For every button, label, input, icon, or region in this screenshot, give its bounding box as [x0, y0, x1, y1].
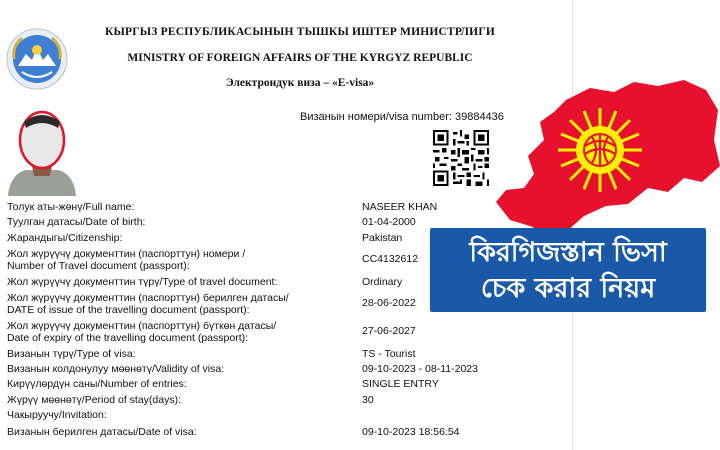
birth-date-label: Туулган датасы/Date of birth: [7, 216, 146, 228]
visa-type-label: Визанын түрү/Type of visa: [7, 348, 136, 360]
entries-value: SINGLE ENTRY [362, 378, 439, 390]
expiry-date-label-en: Date of expiry of the travelling document (passport): [7, 332, 249, 344]
evisa-title: Электрондук виза – «E-visa» [225, 77, 375, 89]
invitation-label: Чакыруучу/Invitation: [7, 409, 107, 421]
full-name-label: Толук аты-жөнү/Full name: [7, 201, 135, 213]
validity-value: 09-10-2023 - 08-11-2023 [362, 363, 478, 375]
qr-code-icon [433, 130, 489, 186]
title-banner [430, 228, 706, 312]
issue-date-label: Жол жүрүүчү документтин (паспорттун) берилген датасы/ [7, 292, 289, 304]
passport-number-label: Жол жүрүүчү документтин (паспорттун) номери / [7, 248, 246, 260]
stay-period-value: 30 [362, 394, 374, 406]
expiry-date-value: 27-06-2027 [362, 325, 416, 337]
banner-title-line2: চেক করার নিয়ম [480, 273, 656, 304]
entries-label: Кирүүлөрдүн саны/Number of entries: [7, 378, 187, 390]
citizenship-label: Жарандыгы/Citizenship: [7, 232, 123, 244]
citizenship-value: Pakistan [362, 232, 403, 244]
ministry-title-ky: КЫРГЫЗ РЕСПУБЛИКАСЫНЫН ТЫШКЫ ИШТЕР МИНИСТРЛИГИ [104, 26, 495, 38]
stay-period-label: Жүрүү мөөнөтү/Period of stay(days): [7, 394, 182, 406]
document-type-label: Жол жүрүүчү документтин түрү/Type of travel document: [7, 276, 278, 288]
applicant-photo [6, 108, 78, 196]
validity-label: Визанын колдонулуу мөөнөтү/Validity of visa: [7, 363, 225, 375]
passport-number-value: CC4132612 [362, 253, 419, 265]
full-name-value: NASEER KHAN [362, 201, 438, 213]
passport-number-label-en: Number of Travel document (passport): [7, 260, 190, 272]
visa-date-value: 09-10-2023 18:56:54 [362, 426, 460, 438]
issue-date-value: 28-06-2022 [362, 297, 416, 309]
document-type-value: Ordinary [362, 276, 403, 288]
expiry-date-label: Жол жүрүүчү документтин (паспорттун) бүткөн датасы/ [7, 320, 277, 332]
visa-number: Визанын номери/visa number: 39884436 [300, 111, 504, 123]
issue-date-label-en: DATE of issue of the travelling document (passport): [7, 304, 250, 316]
visa-type-value: TS - Tourist [362, 348, 416, 360]
birth-date-value: 01-04-2000 [362, 216, 416, 228]
banner-title-line1: কিরগিজস্তান ভিসা [469, 237, 667, 268]
visa-date-label: Визанын берилген датасы/Date of visa: [7, 426, 197, 438]
ministry-title-en: MINISTRY OF FOREIGN AFFAIRS OF THE KYRGYZ REPUBLIC [127, 52, 473, 64]
